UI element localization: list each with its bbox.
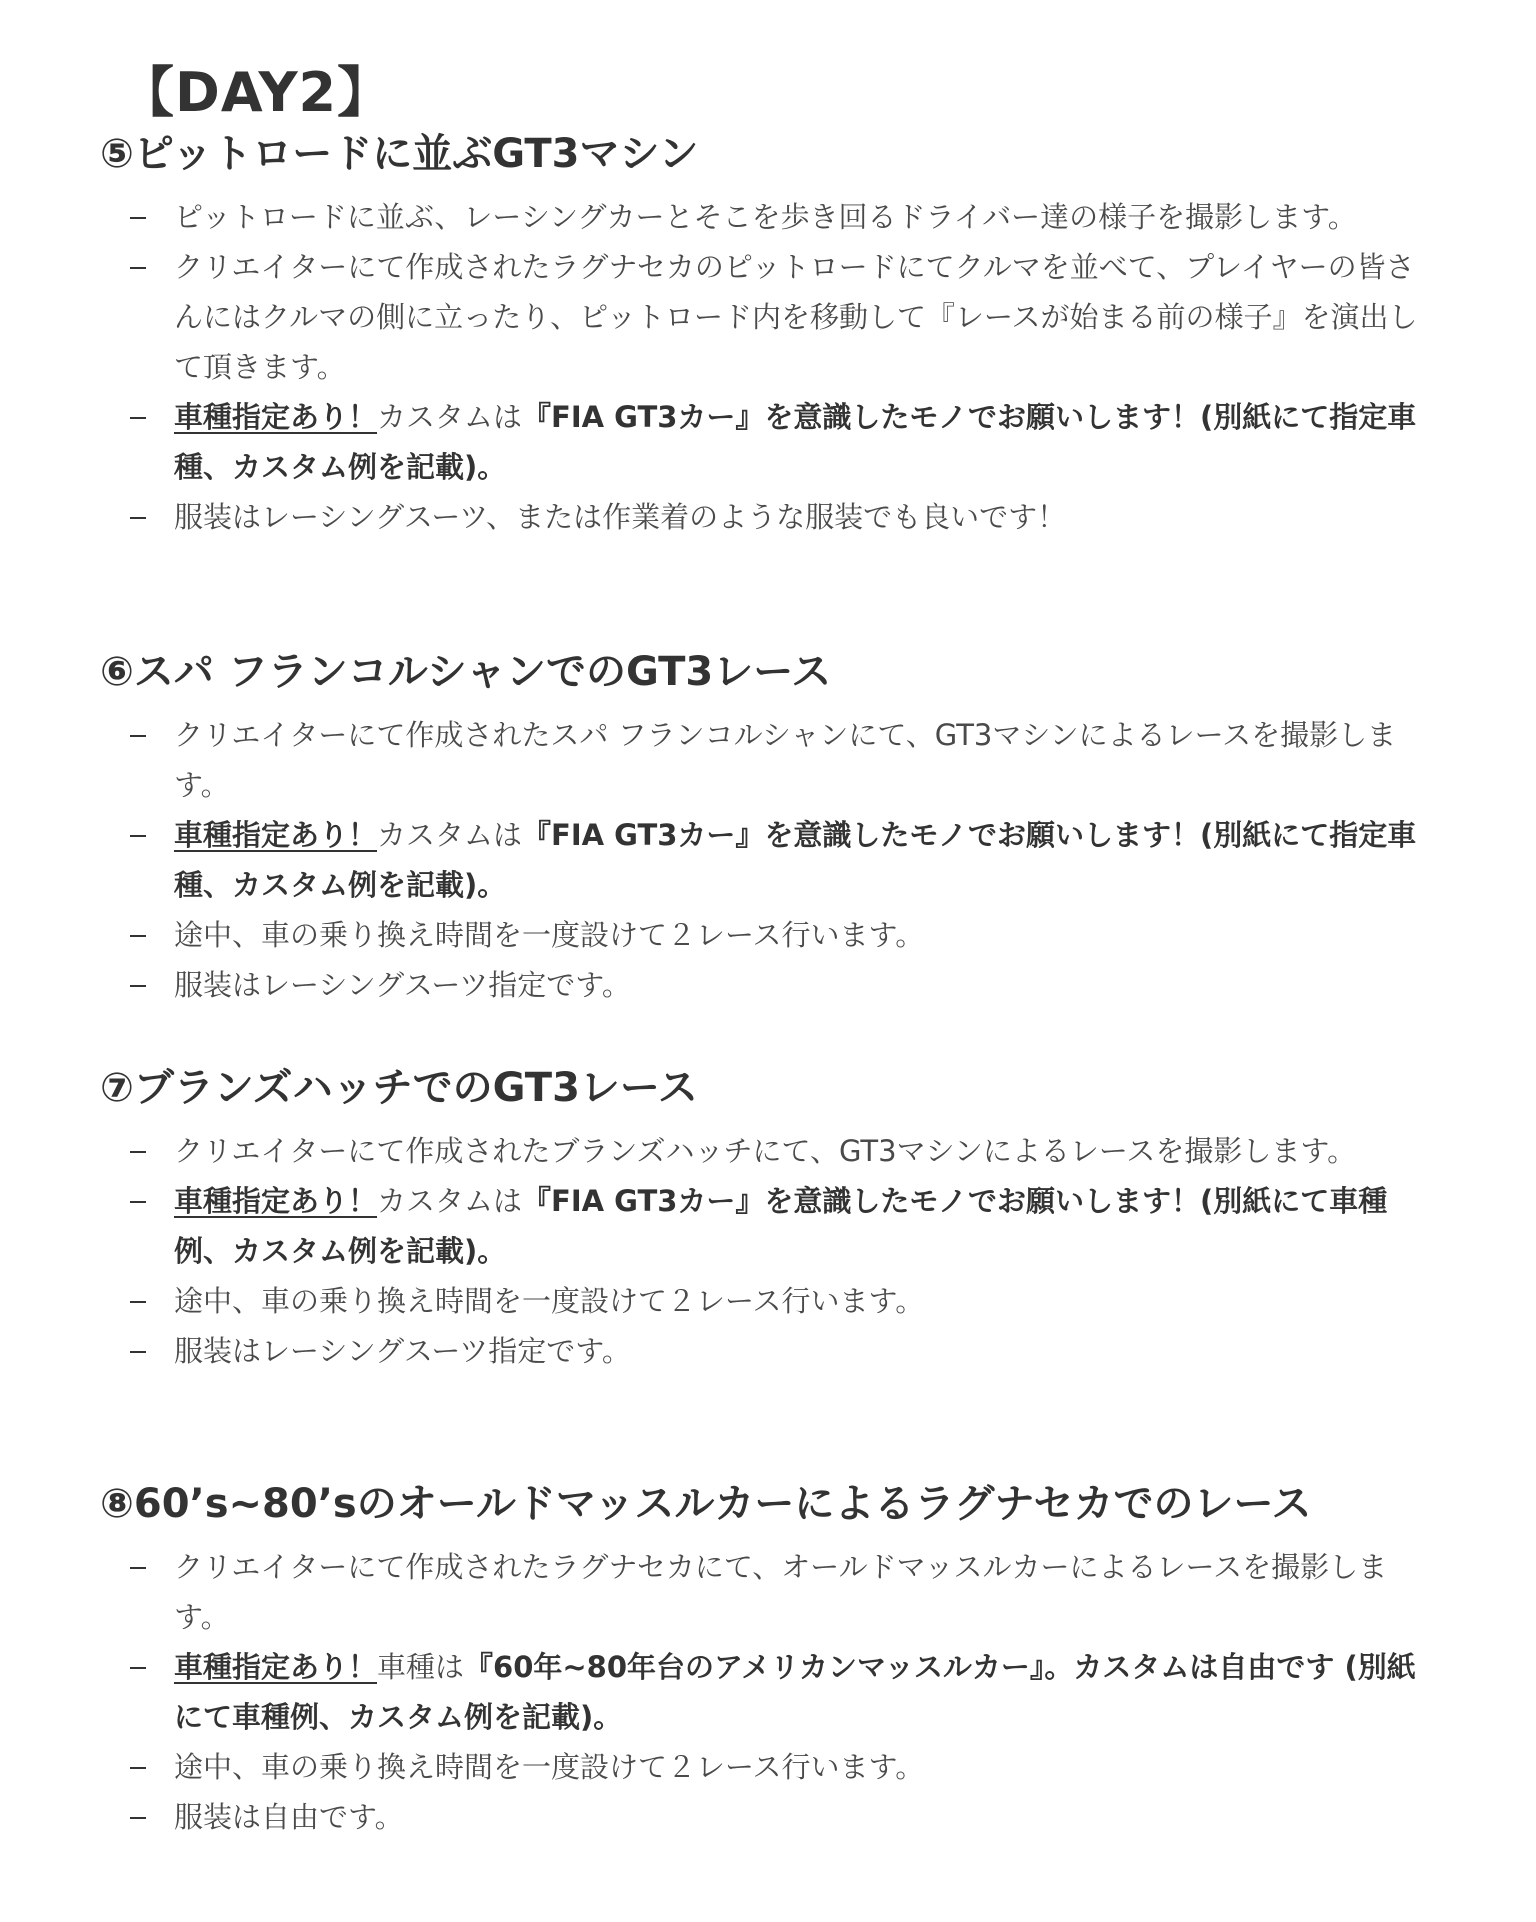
item-text: 途中、車の乗り換え時間を一度設けて２レース行います。	[174, 1284, 925, 1318]
bold-text: 『FIA GT3カー』を意識したモノでお願いします！(別紙にて指定車種、カスタム例を記載)。	[174, 818, 1417, 902]
section-7	[100, 1060, 1440, 1376]
list-item	[100, 1276, 1440, 1326]
highlight-text: 車種指定あり！	[174, 1650, 378, 1684]
list-item	[100, 1742, 1440, 1792]
item-text: カスタムは	[377, 1184, 523, 1218]
list-item	[100, 1126, 1440, 1176]
list-item	[100, 810, 1440, 910]
item-text: クリエイターにて作成されたスパ フランコルシャンにて、GT3マシンによるレースを撮影します。	[174, 718, 1397, 802]
list-item	[100, 242, 1440, 392]
list-item	[100, 492, 1440, 542]
item-text: クリエイターにて作成されたブランズハッチにて、GT3マシンによるレースを撮影します。	[174, 1134, 1357, 1168]
list-item	[100, 960, 1440, 1010]
list-item	[100, 1542, 1440, 1642]
section-heading: ⑦ブランズハッチでのGT3レース	[100, 1065, 698, 1111]
section-6	[100, 644, 1440, 1010]
bullet-list	[100, 1126, 1440, 1376]
section-8	[100, 1476, 1440, 1842]
item-text: クリエイターにて作成されたラグナセカにて、オールドマッスルカーによるレースを撮影します。	[174, 1550, 1388, 1634]
list-item	[100, 192, 1440, 242]
section-heading: ⑥スパ フランコルシャンでのGT3レース	[100, 649, 832, 695]
item-text: 服装はレーシングスーツ指定です。	[174, 968, 631, 1002]
list-item	[100, 1176, 1440, 1276]
item-text: 服装はレーシングスーツ指定です。	[174, 1334, 631, 1368]
item-text: 車種は	[377, 1650, 465, 1684]
day-title: 【DAY2】	[120, 61, 393, 124]
list-item	[100, 1326, 1440, 1376]
list-item	[100, 392, 1440, 492]
section-5	[100, 126, 1440, 542]
highlight-text: 車種指定あり！	[174, 1184, 378, 1218]
list-item	[100, 1642, 1440, 1742]
section-heading: ⑧60’s~80’sのオールドマッスルカーによるラグナセカでのレース	[100, 1481, 1312, 1527]
item-text: カスタムは	[377, 818, 523, 852]
list-item	[100, 710, 1440, 810]
bold-text: 『60年~80年台のアメリカンマッスルカー』。カスタムは自由です (別紙にて車種例、カスタム例を記載)。	[174, 1650, 1416, 1734]
bullet-list	[100, 1542, 1440, 1842]
section-heading: ⑤ピットロードに並ぶGT3マシン	[100, 131, 699, 177]
list-item	[100, 1792, 1440, 1842]
bold-text: 『FIA GT3カー』を意識したモノでお願いします！(別紙にて車種例、カスタム例を記載)。	[174, 1184, 1388, 1268]
highlight-text: 車種指定あり！	[174, 818, 378, 852]
highlight-text: 車種指定あり！	[174, 400, 378, 434]
bullet-list	[100, 710, 1440, 1010]
item-text: 服装は自由です。	[174, 1800, 404, 1834]
bold-text: 『FIA GT3カー』を意識したモノでお願いします！(別紙にて指定車種、カスタム例を記載)。	[174, 400, 1417, 484]
item-text: 途中、車の乗り換え時間を一度設けて２レース行います。	[174, 1750, 925, 1784]
list-item	[100, 910, 1440, 960]
bullet-list	[100, 192, 1440, 542]
item-text: ピットロードに並ぶ、レーシングカーとそこを歩き回るドライバー達の様子を撮影します。	[174, 200, 1357, 234]
item-text: クリエイターにて作成されたラグナセカのピットロードにてクルマを並べて、プレイヤーの皆さんにはクルマの側に立ったり、ピットロード内を移動して『レースが始まる前の様子』を演出して頂きます。	[174, 250, 1418, 384]
item-text: カスタムは	[377, 400, 523, 434]
item-text: 途中、車の乗り換え時間を一度設けて２レース行います。	[174, 918, 925, 952]
item-text: 服装はレーシングスーツ、または作業着のような服装でも良いです！	[174, 500, 1067, 534]
